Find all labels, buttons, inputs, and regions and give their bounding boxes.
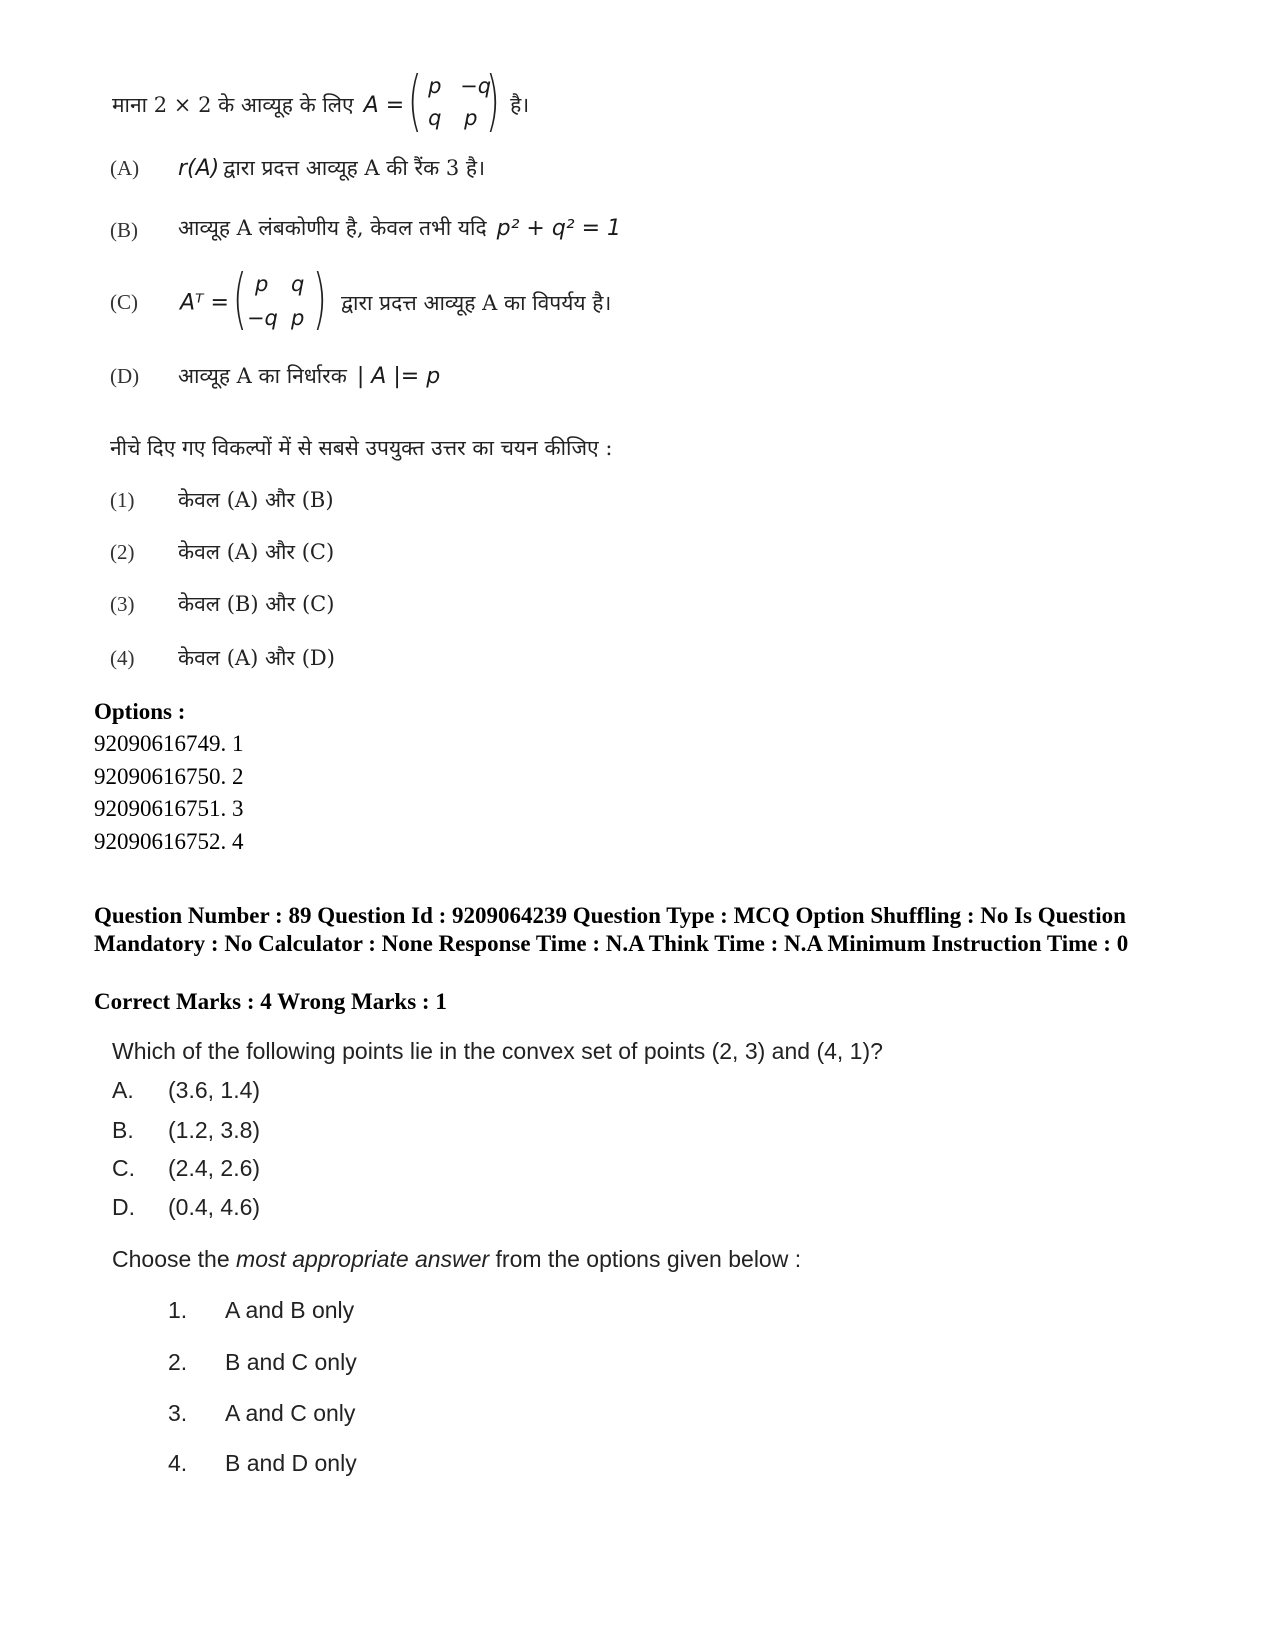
statement-d-text: आव्यूह A का निर्धारक bbox=[178, 364, 347, 388]
q88-intro-lhs: A = bbox=[363, 92, 405, 118]
statement-a-math: r(A) bbox=[178, 156, 220, 181]
answer-text: A and C only bbox=[225, 1400, 356, 1426]
q89-instruction-pre: Choose the bbox=[112, 1246, 237, 1272]
options-title: Options : bbox=[94, 699, 186, 724]
answer-text: B and C only bbox=[225, 1349, 357, 1375]
q89-instruction-post: from the options given below : bbox=[489, 1246, 802, 1272]
q89-instruction-emphasis: most appropriate answer bbox=[236, 1246, 490, 1272]
q88-intro-text: माना 2 × 2 के आव्यूह के लिए bbox=[112, 93, 354, 117]
answer-number: 4. bbox=[168, 1450, 188, 1476]
statement-label: (C) bbox=[110, 290, 138, 314]
option-id: 92090616749. 1 bbox=[94, 731, 244, 756]
choice-text: केवल (B) और (C) bbox=[178, 592, 335, 616]
choice-text: केवल (A) और (C) bbox=[178, 540, 335, 564]
point-value: (1.2, 3.8) bbox=[168, 1117, 261, 1143]
matrix-at-cell: p bbox=[254, 272, 269, 296]
choice-text: केवल (A) और (B) bbox=[178, 488, 334, 512]
q88-intro bbox=[112, 62, 530, 139]
matrix-a-cell: q bbox=[428, 106, 442, 130]
matrix-a-cell: −q bbox=[460, 74, 492, 98]
point-value: (2.4, 2.6) bbox=[168, 1155, 261, 1181]
q88-instruction: नीचे दिए गए विकल्पों में से सबसे उपयुक्त उत्तर का चयन कीजिए : bbox=[110, 436, 613, 460]
statement-c bbox=[180, 260, 612, 337]
q89-instruction bbox=[112, 1246, 801, 1273]
point-label: B. bbox=[112, 1117, 134, 1143]
matrix-at-cell: p bbox=[290, 306, 305, 330]
q88-intro-suffix: है। bbox=[510, 93, 530, 117]
statement-b-text: आव्यूह A लंबकोणीय है, केवल तभी यदि bbox=[178, 216, 487, 240]
matrix-at-cell: q bbox=[290, 272, 305, 296]
q89-question: Which of the following points lie in the convex set of points (2, 3) and (4, 1)? bbox=[112, 1038, 883, 1064]
option-id: 92090616750. 2 bbox=[94, 764, 244, 789]
option-id: 92090616752. 4 bbox=[94, 829, 244, 854]
choice-number: (1) bbox=[110, 488, 135, 512]
statement-c-lhs: Aᵀ = bbox=[180, 290, 229, 316]
answer-number: 3. bbox=[168, 1400, 188, 1426]
choice-number: (3) bbox=[110, 592, 135, 616]
point-label: A. bbox=[112, 1077, 134, 1103]
statement-a-text: द्वारा प्रदत्त आव्यूह A की रैंक 3 है। bbox=[223, 156, 486, 180]
statement-label: (A) bbox=[110, 156, 140, 180]
matrix-a-cell: p bbox=[464, 106, 478, 130]
matrix-a-cell: p bbox=[428, 74, 442, 98]
option-id: 92090616751. 3 bbox=[94, 796, 244, 821]
choice-number: (4) bbox=[110, 646, 135, 670]
matrix-at-cell: −q bbox=[246, 306, 278, 330]
choice-text: केवल (A) और (D) bbox=[178, 646, 335, 670]
question-meta: Question Number : 89 Question Id : 9209064239 Question Type : MCQ Option Shuffling : No Is Question Mandatory : No Calculator : None Response Time : N.A Think Time : N.A Minimum Instruction Time : 0 bbox=[94, 903, 1129, 956]
statement-b bbox=[178, 214, 621, 242]
answer-text: B and D only bbox=[225, 1450, 357, 1476]
point-label: D. bbox=[112, 1194, 135, 1220]
answer-number: 1. bbox=[168, 1297, 188, 1323]
statement-a bbox=[178, 154, 485, 182]
statement-c-text: द्वारा प्रदत्त आव्यूह A का विपर्यय है। bbox=[340, 291, 612, 315]
matrix-a-transpose: ( p q −q p ) bbox=[232, 260, 327, 337]
statement-label: (B) bbox=[110, 218, 138, 242]
choice-number: (2) bbox=[110, 540, 135, 564]
point-value: (0.4, 4.6) bbox=[168, 1194, 261, 1220]
statement-label: (D) bbox=[110, 364, 140, 388]
statement-d bbox=[178, 362, 440, 390]
answer-number: 2. bbox=[168, 1349, 188, 1375]
question-marks: Correct Marks : 4 Wrong Marks : 1 bbox=[94, 989, 447, 1014]
point-value: (3.6, 1.4) bbox=[168, 1077, 261, 1103]
point-label: C. bbox=[112, 1155, 135, 1181]
statement-d-math: | A |= p bbox=[356, 364, 441, 389]
answer-text: A and B only bbox=[225, 1297, 355, 1323]
statement-b-math: p² + q² = 1 bbox=[496, 216, 622, 241]
matrix-a: ( p −q q p ) bbox=[407, 62, 501, 139]
